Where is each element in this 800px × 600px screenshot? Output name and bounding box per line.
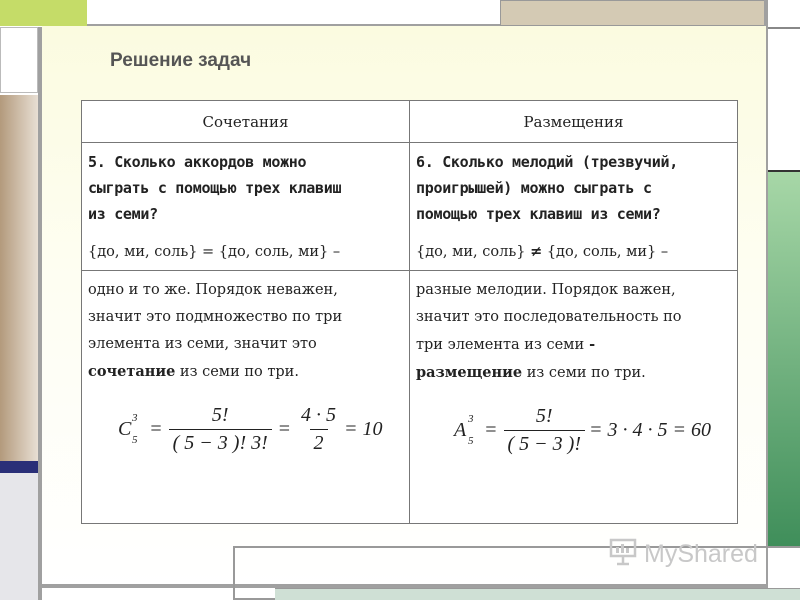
formula-result: = 10 [344,418,383,440]
formula-sup: 3 [132,412,138,424]
frame-bottom-green-line [275,588,800,600]
formula-sub: 5 [132,434,138,446]
comparison-table [81,100,738,524]
right-body-line [416,359,731,387]
right-task-line: 6. Сколько мелодий (трезвучий, [416,153,678,171]
formula-sub: 5 [468,435,474,447]
left-explanation-text [88,275,403,386]
formula-sup: 3 [468,413,474,425]
right-explanation-text [416,275,731,387]
right-task-text [416,147,731,227]
fraction-numerator: 5! [211,404,229,426]
left-explanation-cell [82,271,410,524]
right-set-left: {до, ми, соль} [416,244,526,260]
combination-formula [118,404,403,455]
right-set-right: {до, соль, ми} – [546,244,669,260]
left-body-line: элемента из семи, значит это [88,336,317,352]
left-body-line [88,358,403,386]
presentation-icon [608,536,638,573]
term-combination: сочетание [88,363,176,380]
left-task-line: 5. Сколько аккордов можно [88,153,307,171]
formula-symbol-a: A [454,419,467,441]
task-row [82,143,738,271]
right-dash: - [584,336,596,353]
left-set-text: {до, ми, соль} = {до, соль, ми} – [88,244,341,260]
fraction-denominator: 2 [310,429,328,455]
right-body-line3: три элемента из семи [416,337,585,353]
right-set-text [416,239,731,265]
explanation-row [82,271,738,524]
page-title: Решение задач [110,50,252,71]
term-arrangement: размещение [416,364,523,381]
left-task-line: из семи? [88,205,158,223]
fraction-numerator: 4 · 5 [301,404,337,426]
watermark-text: MyShared [644,540,758,568]
frame-left-tan-strip [0,95,38,461]
frame-top-green-block [0,0,87,26]
right-term-tail: из семи по три. [522,365,646,381]
formula-result: = 3 · 4 · 5 = 60 [588,419,711,441]
right-task-cell [410,143,738,271]
header-combinations: Сочетания [82,101,410,143]
equals-sign: = [485,419,497,441]
arrangement-symbol [454,413,478,447]
right-explanation-cell [410,271,738,524]
left-task-line: сыграть с помощью трех клавиш [88,179,342,197]
fraction-denominator: ( 5 − 3 )! [504,430,585,456]
header-arrangements: Размещения [410,101,738,143]
fraction-denominator: ( 5 − 3 )! 3! [169,429,272,455]
frame-left-navy-bar [0,461,38,473]
formula-symbol-c: C [118,418,132,440]
left-body-line: значит это подмножество по три [88,309,343,325]
frame-top-right-tan-block [500,0,765,26]
watermark [608,536,758,573]
table-header-row [82,101,738,143]
left-body-line: одно и то же. Порядок неважен, [88,282,338,298]
frame-left-white-box [0,27,38,93]
equals-sign: = [150,418,162,440]
right-body-line: значит это последовательность по [416,309,682,325]
left-task-cell [82,143,410,271]
fraction-factorial [169,404,272,455]
right-task-line: проигрышей) можно сыграть с [416,179,652,197]
equals-sign: = [278,418,291,440]
frame-left-light-strip [0,473,38,600]
left-task-text [88,147,403,227]
fraction-factorial [504,405,585,456]
right-body-line: разные мелодии. Порядок важен, [416,282,676,298]
not-equal-sign: ≠ [530,243,543,260]
right-task-line: помощью трех клавиш из семи? [416,205,661,223]
frame-right-green-strip [768,172,800,547]
combination-symbol [118,412,143,446]
frame-right-top-white [768,27,800,172]
arrangement-formula [454,405,731,456]
fraction-simplified [297,404,340,455]
right-body-line [416,331,731,359]
fraction-numerator: 5! [535,405,553,427]
left-term-tail: из семи по три. [175,364,299,380]
